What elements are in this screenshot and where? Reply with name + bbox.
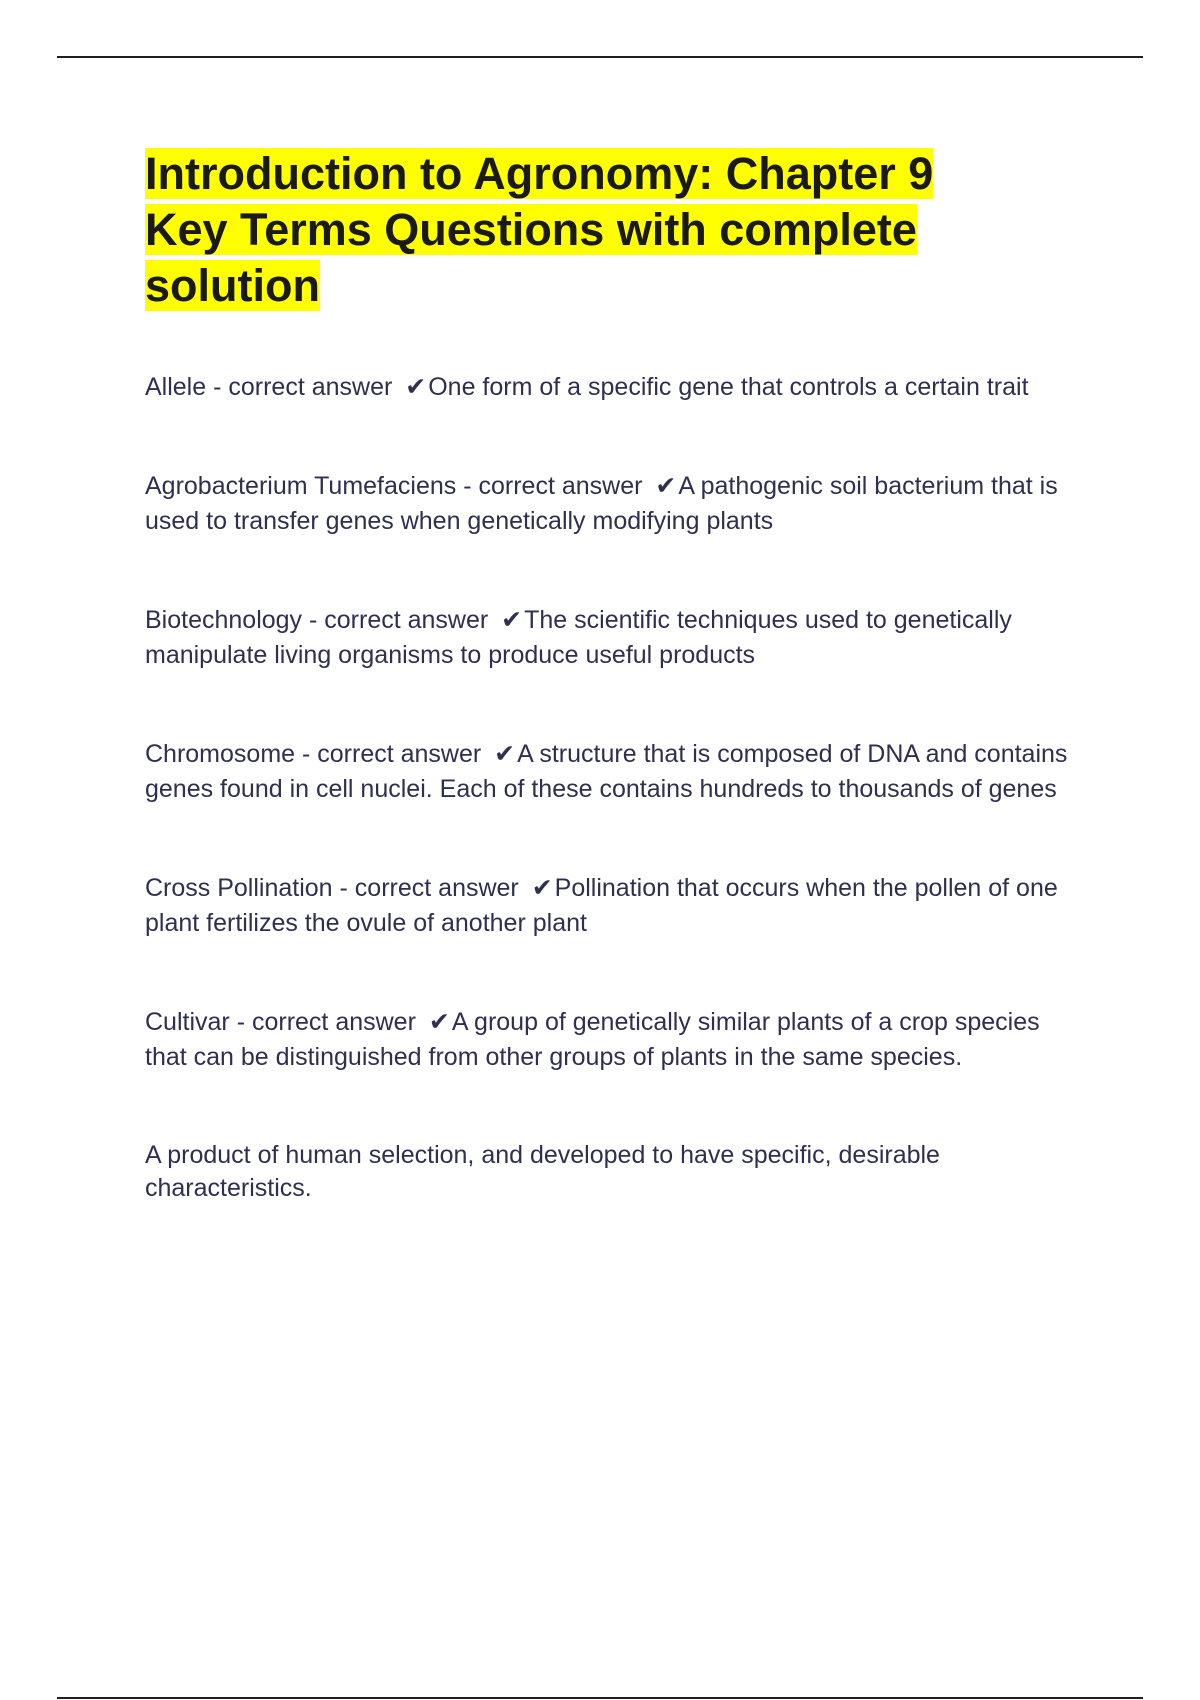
checkmark-icon: ✔: [501, 606, 523, 634]
term-name: Cultivar: [145, 1008, 230, 1036]
term-entry: [145, 469, 1085, 539]
top-rule: [57, 56, 1143, 58]
term-separator: - correct answer: [456, 472, 650, 500]
term-entry: [145, 871, 1085, 941]
term-name: Biotechnology: [145, 606, 303, 634]
term-entry: [145, 370, 1085, 405]
checkmark-icon: ✔: [655, 472, 677, 500]
title-highlight: Introduction to Agronomy: Chapter 9 Key Terms Questions with complete solution: [145, 148, 934, 311]
term-name: Allele: [145, 373, 207, 401]
extra-paragraph: A product of human selection, and developed to have specific, desirable characteristics.: [145, 1141, 940, 1202]
term-entry: [145, 737, 1085, 807]
bottom-rule: [57, 1697, 1143, 1699]
term-name: Chromosome: [145, 740, 296, 768]
term-definition: One form of a specific gene that controls a certain trait: [428, 373, 1029, 401]
term-separator: - correct answer: [302, 606, 496, 634]
term-entry: [145, 603, 1085, 673]
term-separator: - correct answer: [332, 874, 526, 902]
term-definition: The scientific techniques used to genetically manipulate living organisms to produce useful products: [145, 606, 1012, 669]
document-body: [145, 146, 1085, 1205]
checkmark-icon: ✔: [428, 1008, 450, 1036]
term-separator: - correct answer: [295, 740, 489, 768]
term-definition: A structure that is composed of DNA and contains genes found in cell nuclei. Each of these contains hundreds to thousands of genes: [145, 740, 1068, 803]
term-name: Agrobacterium Tumefaciens: [145, 472, 457, 500]
terms-list: [145, 370, 1085, 1205]
document-title: [145, 146, 1025, 314]
term-separator: - correct answer: [206, 373, 400, 401]
checkmark-icon: ✔: [405, 373, 427, 401]
term-entry: [145, 1005, 1085, 1075]
checkmark-icon: ✔: [531, 874, 553, 902]
term-name: Cross Pollination: [145, 874, 333, 902]
term-definition: Pollination that occurs when the pollen of one plant fertilizes the ovule of another plant: [145, 874, 1058, 937]
term-definition: A group of genetically similar plants of a crop species that can be distinguished from other groups of plants in the same species.: [145, 1008, 1040, 1071]
checkmark-icon: ✔: [494, 740, 516, 768]
term-separator: - correct answer: [229, 1008, 423, 1036]
term-definition: A pathogenic soil bacterium that is used to transfer genes when genetically modifying plants: [145, 472, 1058, 535]
